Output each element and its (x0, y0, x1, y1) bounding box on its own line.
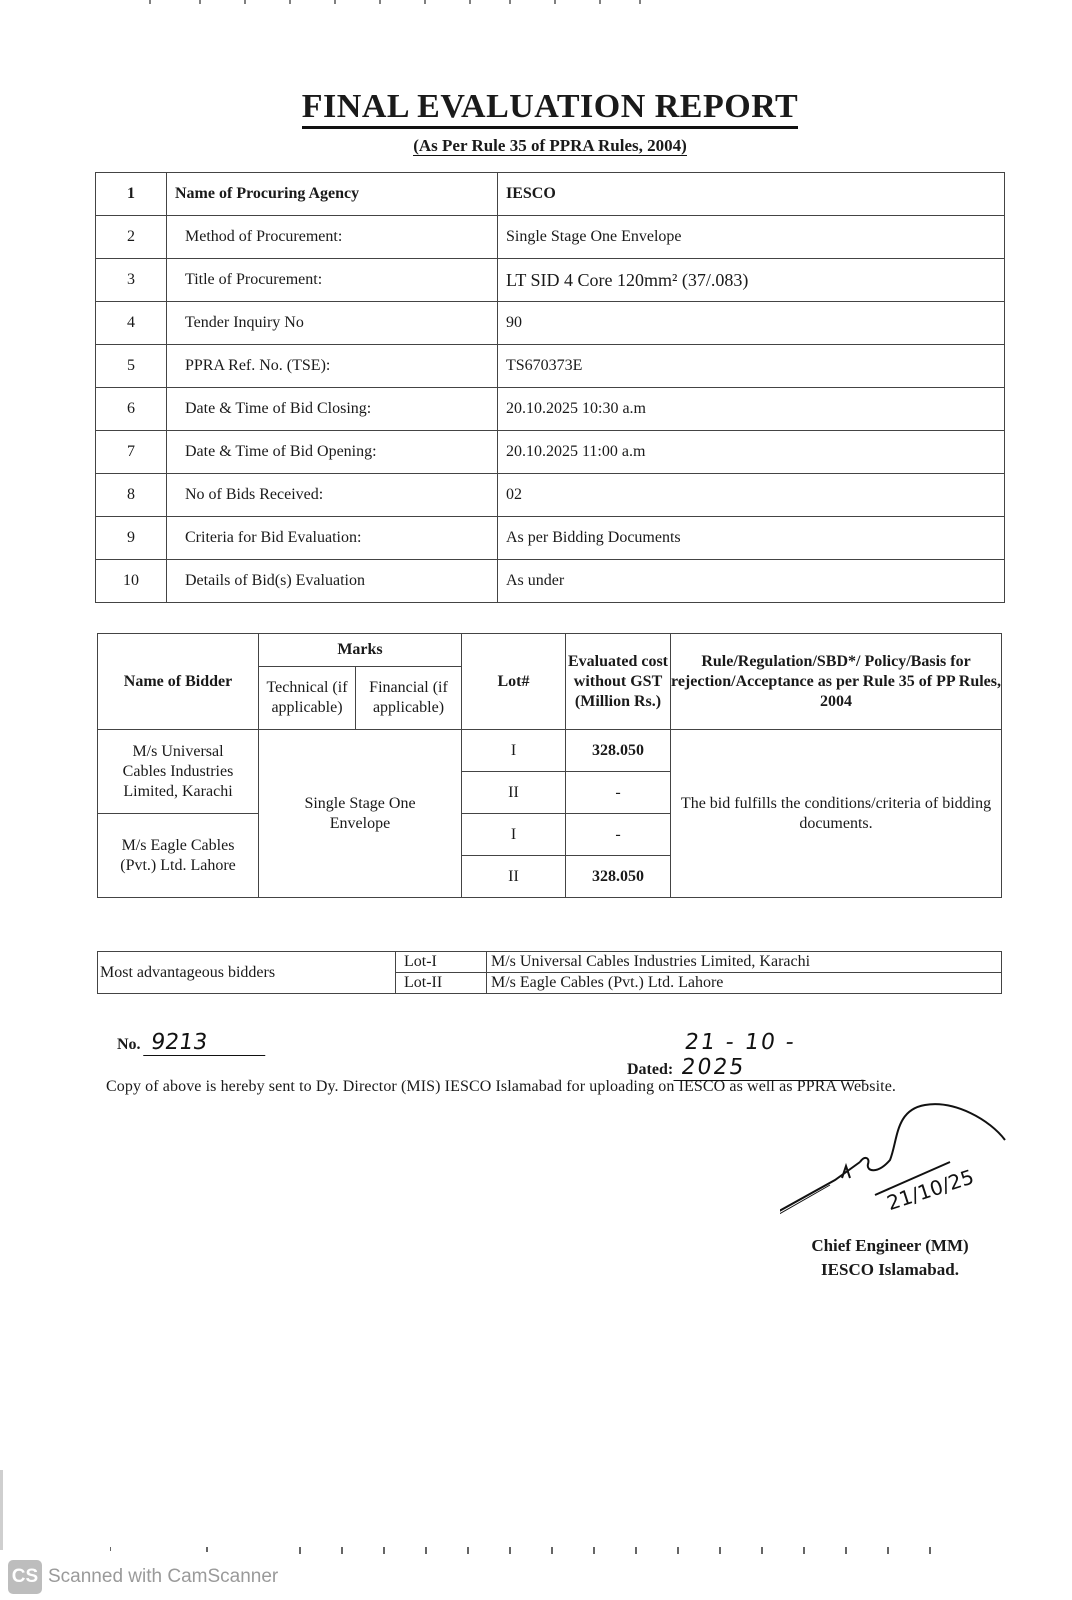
header-evaluated-cost: Evaluated cost without GST (Million Rs.) (566, 634, 671, 730)
row-number: 6 (96, 388, 167, 431)
row-value: TS670373E (498, 345, 1005, 388)
row-value: LT SID 4 Core 120mm² (37/.083) (498, 259, 1005, 302)
row-number: 7 (96, 431, 167, 474)
info-row (96, 560, 1005, 603)
camscanner-logo-icon: CS (8, 1560, 42, 1594)
svg-text:21/10/25: 21/10/25 (883, 1164, 977, 1216)
scan-edge-marks-top (0, 0, 700, 5)
dated-field (627, 1030, 869, 1081)
camscanner-text: Scanned with CamScanner (48, 1566, 279, 1587)
row-number: 4 (96, 302, 167, 345)
lot-number: II (462, 856, 566, 898)
rule-basis-value: The bid fulfills the conditions/criteria of bidding documents. (671, 730, 1002, 898)
row-label: Criteria for Bid Evaluation: (167, 517, 498, 560)
row-value: IESCO (498, 173, 1005, 216)
bidder-name: M/s Universal Cables Industries Limited, Karachi (98, 730, 259, 814)
row-label: Method of Procurement: (167, 216, 498, 259)
bidder-row (98, 730, 1002, 772)
row-value: 90 (498, 302, 1005, 345)
reference-number-value: 9213 (143, 1030, 269, 1056)
dated-value: 21 - 10 - 2025 (674, 1030, 873, 1081)
row-label: Date & Time of Bid Opening: (167, 431, 498, 474)
info-row (96, 474, 1005, 517)
evaluated-cost: - (566, 814, 671, 856)
row-number: 8 (96, 474, 167, 517)
info-row (96, 216, 1005, 259)
row-number: 2 (96, 216, 167, 259)
info-row (96, 259, 1005, 302)
lot-label: Lot-II (396, 973, 487, 994)
advantageous-bidder: M/s Eagle Cables (Pvt.) Ltd. Lahore (487, 973, 1002, 994)
camscanner-watermark (8, 1560, 278, 1594)
bidder-name: M/s Eagle Cables (Pvt.) Ltd. Lahore (98, 814, 259, 898)
row-label: Date & Time of Bid Closing: (167, 388, 498, 431)
row-label: Details of Bid(s) Evaluation (167, 560, 498, 603)
row-label: Tender Inquiry No (167, 302, 498, 345)
dated-label: Dated: (627, 1061, 674, 1078)
advantageous-label: Most advantageous bidders (98, 952, 396, 994)
signatory-title: Chief Engineer (MM) (811, 1236, 969, 1255)
info-row (96, 388, 1005, 431)
row-value: As per Bidding Documents (498, 517, 1005, 560)
row-number: 10 (96, 560, 167, 603)
lot-number: I (462, 730, 566, 772)
row-number: 5 (96, 345, 167, 388)
signature-icon (780, 1100, 1020, 1230)
copy-to-note: Copy of above is hereby sent to Dy. Director (MIS) IESCO Islamabad for uploading on IESCO as well as PPRA Website. (106, 1078, 897, 1095)
signatory-office: IESCO Islamabad. (821, 1260, 959, 1279)
evaluated-cost: 328.050 (566, 856, 671, 898)
scan-edge-marks-bottom (110, 1547, 990, 1555)
info-row (96, 302, 1005, 345)
info-row (96, 431, 1005, 474)
info-row (96, 173, 1005, 216)
row-number: 9 (96, 517, 167, 560)
report-subtitle: (As Per Rule 35 of PPRA Rules, 2004) (413, 136, 687, 155)
header-name-of-bidder: Name of Bidder (98, 634, 259, 730)
row-value: Single Stage One Envelope (498, 216, 1005, 259)
report-title: FINAL EVALUATION REPORT (0, 88, 1072, 126)
lot-number: II (462, 772, 566, 814)
row-number: 1 (96, 173, 167, 216)
reference-number (117, 1030, 267, 1056)
header-lot: Lot# (462, 634, 566, 730)
header-rule-basis: Rule/Regulation/SBD*/ Policy/Basis for rejection/Acceptance as per Rule 35 of PP Rules, 2004 (671, 634, 1002, 730)
row-value: 02 (498, 474, 1005, 517)
bid-evaluation-table (97, 633, 1002, 898)
signatory-block (760, 1234, 1020, 1282)
lot-number: I (462, 814, 566, 856)
marks-value: Single Stage One Envelope (259, 730, 462, 898)
info-row (96, 345, 1005, 388)
advantageous-bidder: M/s Universal Cables Industries Limited, Karachi (487, 952, 1002, 973)
procurement-info-table (95, 172, 1005, 603)
row-value: 20.10.2025 10:30 a.m (498, 388, 1005, 431)
row-label: Name of Procuring Agency (167, 173, 498, 216)
header-marks: Marks (259, 634, 462, 667)
evaluated-cost: 328.050 (566, 730, 671, 772)
scan-edge (0, 1470, 3, 1550)
row-value: 20.10.2025 11:00 a.m (498, 431, 1005, 474)
row-label: PPRA Ref. No. (TSE): (167, 345, 498, 388)
header-technical: Technical (if applicable) (259, 667, 356, 730)
row-label: Title of Procurement: (167, 259, 498, 302)
row-value: As under (498, 560, 1005, 603)
reference-number-label: No. (117, 1036, 141, 1053)
row-number: 3 (96, 259, 167, 302)
lot-label: Lot-I (396, 952, 487, 973)
evaluated-cost: - (566, 772, 671, 814)
most-advantageous-bidders-table (97, 951, 1002, 994)
info-row (96, 517, 1005, 560)
handwritten-signature (780, 1100, 1020, 1235)
header-financial: Financial (if applicable) (356, 667, 462, 730)
advantageous-row (98, 952, 1002, 973)
row-label: No of Bids Received: (167, 474, 498, 517)
